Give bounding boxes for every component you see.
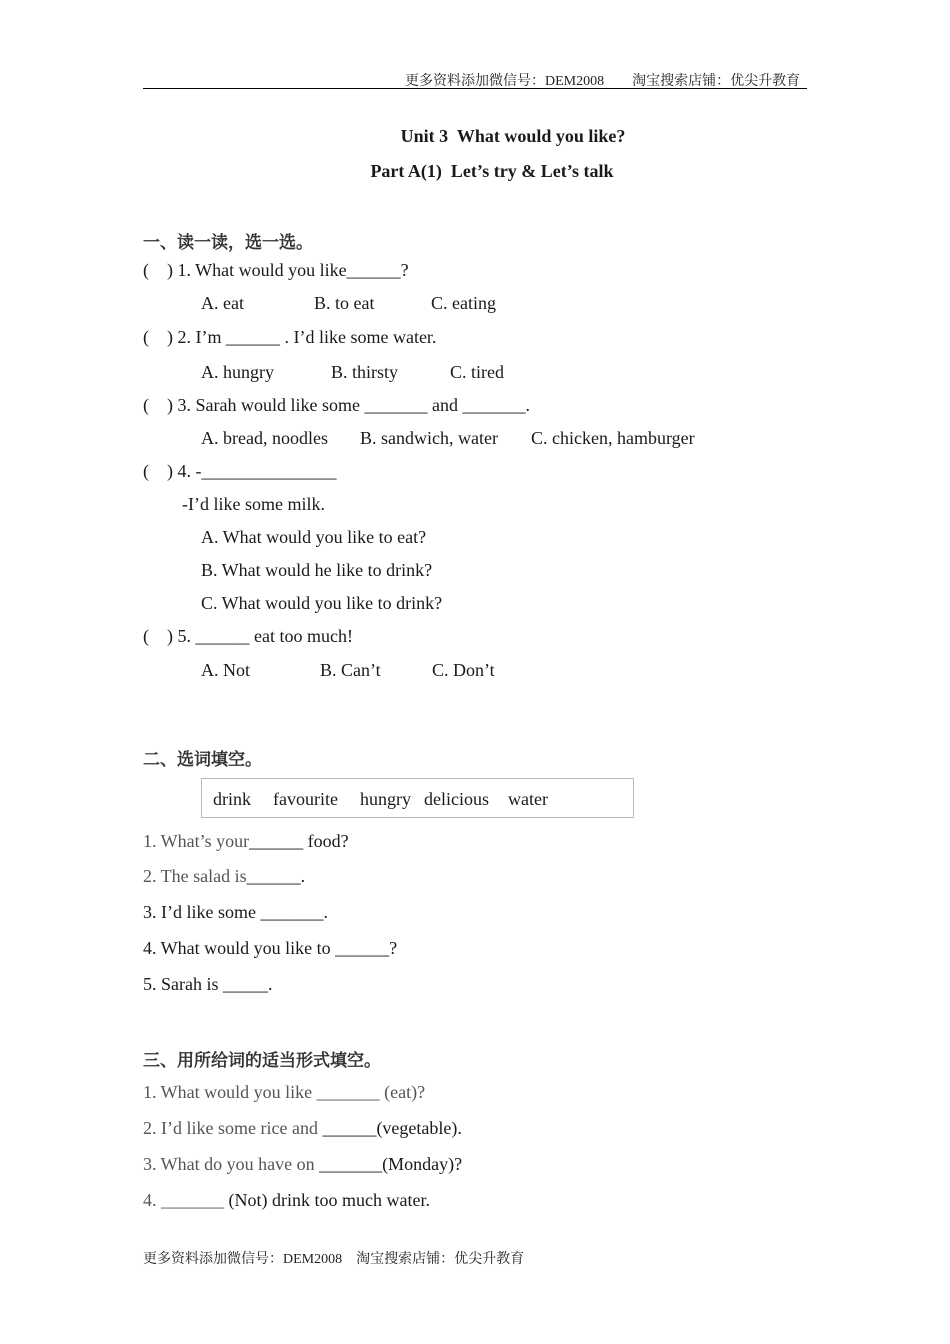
question-4: ( ) 4. -_______________ [143, 461, 337, 481]
q3-option-a: A. bread, noodles [201, 428, 328, 448]
q1-option-a: A. eat [201, 293, 244, 313]
page-header: 更多资料添加微信号：DEM2008 淘宝搜索店铺：优尖升教育 [405, 74, 801, 89]
q5-option-b: B. Can’t [320, 660, 381, 680]
q5-option-c: C. Don’t [432, 660, 495, 680]
section1-heading: 一、读一读，选一选。 [143, 233, 313, 253]
q3-option-c: C. chicken, hamburger [531, 428, 695, 448]
q4-option-a: A. What would you like to eat? [201, 527, 427, 547]
form-item-2: 2. I’d like some rice and ______(vegetable). [143, 1118, 462, 1138]
header-rule [143, 88, 807, 89]
q1-option-b: B. to eat [314, 293, 375, 313]
fill-item-1: 1. What’s your______ food? [143, 831, 349, 851]
q5-option-a: A. Not [201, 660, 250, 680]
question-5: ( ) 5. ______ eat too much! [143, 626, 353, 646]
form-item-3: 3. What do you have on _______(Monday)? [143, 1154, 463, 1174]
fill-item-3: 3. I’d like some _______. [143, 902, 328, 922]
q2-option-c: C. tired [450, 362, 504, 382]
question-3: ( ) 3. Sarah would like some _______ and _______. [143, 395, 530, 415]
q4-reply: -I’d like some milk. [182, 494, 325, 514]
q4-option-c: C. What would you like to drink? [201, 593, 443, 613]
q4-option-b: B. What would he like to drink? [201, 560, 433, 580]
word-bank-word: hungry [360, 789, 411, 809]
word-bank-word: water [508, 789, 548, 809]
question-1: ( ) 1. What would you like______? [143, 260, 409, 280]
section2-heading: 二、选词填空。 [143, 750, 262, 770]
page-footer: 更多资料添加微信号：DEM2008 淘宝搜索店铺：优尖升教育 [143, 1252, 525, 1267]
fill-item-5: 5. Sarah is _____. [143, 974, 273, 994]
section3-heading: 三、用所给词的适当形式填空。 [143, 1051, 381, 1071]
q1-option-c: C. eating [431, 293, 496, 313]
word-bank-word: delicious [424, 789, 489, 809]
unit-title: Unit 3 What would you like? [400, 126, 626, 146]
fill-item-2: 2. The salad is______. [143, 866, 306, 886]
q2-option-a: A. hungry [201, 362, 274, 382]
q2-option-b: B. thirsty [331, 362, 399, 382]
fill-item-4: 4. What would you like to ______? [143, 938, 398, 958]
form-item-4: 4. _______ (Not) drink too much water. [143, 1190, 430, 1210]
question-2: ( ) 2. I’m ______ . I’d like some water. [143, 327, 437, 347]
form-item-1: 1. What would you like _______ (eat)? [143, 1082, 426, 1102]
word-bank-box [201, 778, 634, 818]
word-bank-word: favourite [273, 789, 338, 809]
word-bank-word: drink [213, 789, 251, 809]
part-title: Part A(1) Let’s try & Let’s talk [370, 161, 614, 181]
q3-option-b: B. sandwich, water [360, 428, 498, 448]
